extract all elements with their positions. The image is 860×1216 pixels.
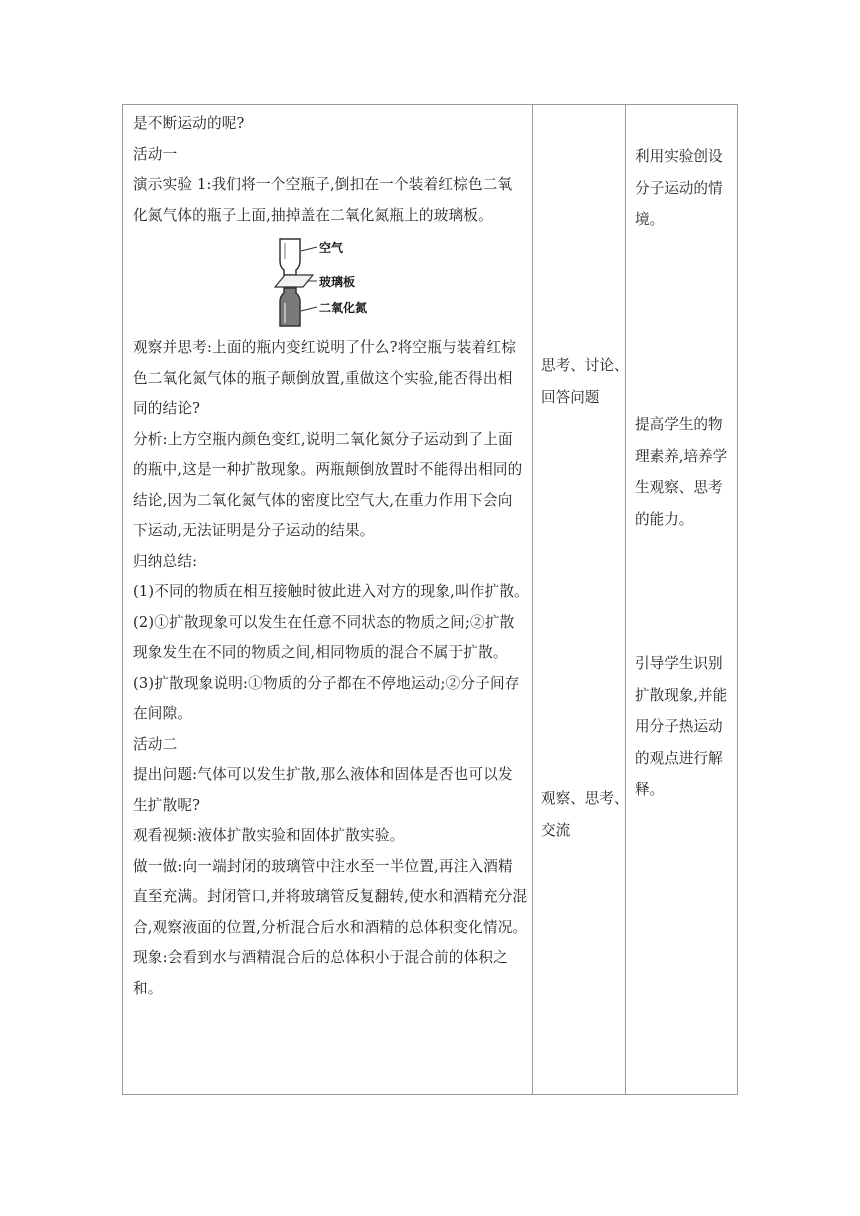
intro-line: 是不断运动的呢? bbox=[133, 115, 245, 132]
design-intent-block-2 bbox=[635, 409, 735, 535]
content-line: 归纳总结: bbox=[133, 552, 198, 570]
content-line: (3)扩散现象说明:①物质的分子都在不停地运动;②分子间存 bbox=[133, 674, 520, 692]
activity2-heading: 活动二 bbox=[133, 735, 178, 753]
intent-note-line: 的能力。 bbox=[635, 510, 694, 528]
intent-note-line: 引导学生识别 bbox=[635, 655, 723, 672]
lesson-plan-table bbox=[122, 104, 738, 1095]
activity-note-line: 交流 bbox=[541, 821, 571, 839]
intent-note-line: 释。 bbox=[635, 781, 665, 798]
label-air: 空气 bbox=[319, 241, 344, 255]
content-line: 直至充满。封闭管口,并将玻璃管反复翻转,使水和酒精充分混 bbox=[133, 888, 528, 905]
content-line: 提出问题:气体可以发生扩散,那么液体和固体是否也可以发 bbox=[133, 766, 513, 783]
content-line: 和。 bbox=[133, 979, 163, 997]
content-line: 在间隙。 bbox=[133, 705, 193, 722]
activity1-heading: 活动一 bbox=[133, 145, 178, 163]
content-line: 的瓶中,这是一种扩散现象。两瓶颠倒放置时不能得出相同的 bbox=[133, 461, 523, 478]
activity-note-line: 思考、讨论、 bbox=[541, 357, 629, 374]
design-intent-block-1 bbox=[635, 141, 735, 236]
content-line: 结论,因为二氧化氮气体的密度比空气大,在重力作用下会向 bbox=[133, 491, 513, 509]
column-divider-2 bbox=[625, 105, 626, 1094]
teaching-content-column bbox=[133, 109, 528, 1004]
intent-note-line: 利用实验创设 bbox=[635, 148, 723, 165]
content-line: 现象:会看到水与酒精混合后的总体积小于混合前的体积之 bbox=[133, 949, 508, 966]
content-line: (2)①扩散现象可以发生在任意不同状态的物质之间;②扩散 bbox=[133, 613, 515, 631]
content-line: 现象发生在不同的物质之间,相同物质的混合不属于扩散。 bbox=[133, 644, 508, 661]
intent-note-line: 的观点进行解 bbox=[635, 749, 723, 767]
content-line: 生扩散呢? bbox=[133, 796, 201, 814]
content-line: 分析:上方空瓶内颜色变红,说明二氧化氮分子运动到了上面 bbox=[133, 430, 513, 448]
content-line: 观察并思考:上面的瓶内变红说明了什么?将空瓶与装着红棕 bbox=[133, 339, 516, 356]
student-activity-block-2 bbox=[541, 783, 629, 846]
intent-note-line: 扩散现象,并能 bbox=[635, 686, 728, 704]
content-line: (1)不同的物质在相互接触时彼此进入对方的现象,叫作扩散。 bbox=[133, 583, 529, 600]
student-activity-block-1 bbox=[541, 350, 629, 413]
content-line: 色二氧化氮气体的瓶子颠倒放置,重做这个实验,能否得出相 bbox=[133, 369, 513, 387]
intent-note-line: 分子运动的情 bbox=[635, 179, 723, 197]
content-line: 合,观察液面的位置,分析混合后水和酒精的总体积变化情况。 bbox=[133, 918, 528, 936]
design-intent-block-3 bbox=[635, 648, 735, 806]
intent-note-line: 用分子热运动 bbox=[635, 718, 723, 735]
label-nitrogen-dioxide: 二氧化氮 bbox=[319, 301, 368, 315]
content-line: 观看视频:液体扩散实验和固体扩散实验。 bbox=[133, 827, 405, 844]
content-line: 同的结论? bbox=[133, 400, 201, 417]
intent-note-line: 提高学生的物 bbox=[635, 416, 723, 433]
demo-line: 化氮气体的瓶子上面,抽掉盖在二氧化氮瓶上的玻璃板。 bbox=[133, 206, 493, 224]
activity-note-line: 回答问题 bbox=[541, 388, 600, 406]
intent-note-line: 理素养,培养学 bbox=[635, 447, 728, 465]
column-divider-1 bbox=[532, 105, 533, 1094]
diffusion-experiment-figure bbox=[133, 237, 528, 333]
demo-line: 演示实验 1:我们将一个空瓶子,倒扣在一个装着红棕色二氧 bbox=[133, 176, 513, 193]
intent-note-line: 生观察、思考 bbox=[635, 479, 723, 496]
label-glass-plate: 玻璃板 bbox=[319, 275, 356, 289]
observe-analysis-text bbox=[133, 333, 528, 1004]
activity-note-line: 观察、思考、 bbox=[541, 790, 629, 807]
content-line: 做一做:向一端封闭的玻璃管中注水至一半位置,再注入酒精 bbox=[133, 857, 513, 875]
content-line: 下运动,无法证明是分子运动的结果。 bbox=[133, 522, 375, 539]
intent-note-line: 境。 bbox=[635, 211, 665, 228]
